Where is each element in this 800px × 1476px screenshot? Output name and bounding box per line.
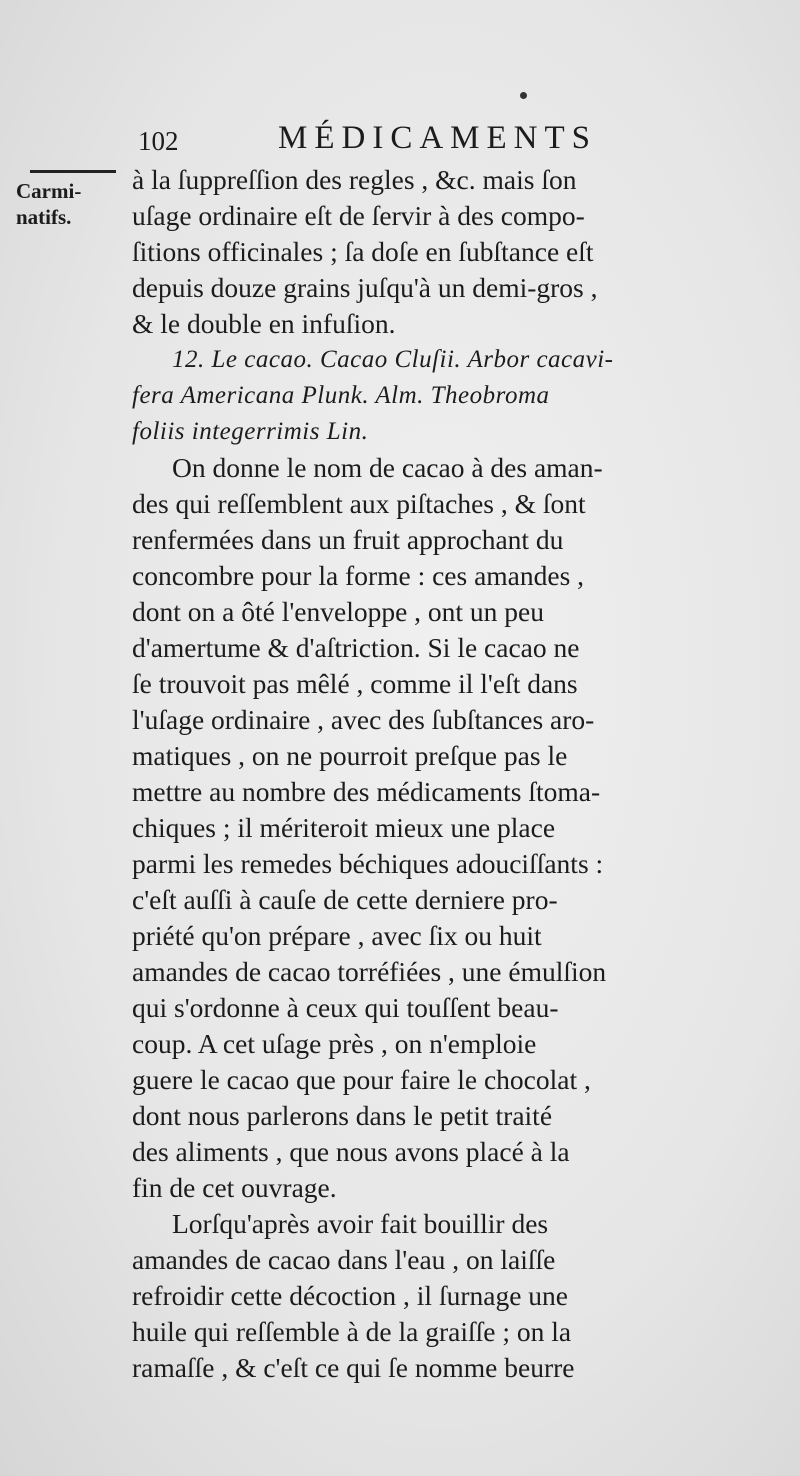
text-line: amandes de cacao torréfiées , une émulſion [132, 956, 607, 987]
text-line: coup. A cet uſage près , on n'emploie [132, 1028, 537, 1059]
text-line: fera Americana Plunk. Alm. Theobroma [132, 382, 550, 409]
page-number: 102 [138, 126, 179, 156]
text-line: ſitions officinales ; ſa doſe en ſubſtance eſt [132, 236, 594, 267]
text-line: uſage ordinaire eſt de ſervir à des compo- [132, 200, 585, 231]
text-line: ſe trouvoit pas mêlé , comme il l'eſt dans [132, 668, 578, 699]
text-line: ramaſſe , & c'eſt ce qui ſe nomme beurre [132, 1352, 575, 1383]
text-line: On donne le nom de cacao à des aman- [172, 452, 603, 483]
text-line: guere le cacao que pour faire le chocolat , [132, 1064, 591, 1095]
text-line: concombre pour la forme : ces amandes , [132, 560, 585, 591]
text-line: d'amertume & d'aſtriction. Si le cacao ne [132, 632, 580, 663]
text-line: huile qui reſſemble à de la graiſſe ; on la [132, 1316, 572, 1347]
text-line: des aliments , que nous avons placé à la [132, 1136, 570, 1167]
margin-note-line: Carmi- [16, 179, 82, 203]
text-line: qui s'ordonne à ceux qui touſſent beau- [132, 992, 559, 1023]
margin-note-line: natifs. [16, 205, 72, 229]
text-line: parmi les remedes béchiques adouciſſants : [132, 848, 604, 879]
text-line: chiques ; il mériteroit mieux une place [132, 812, 556, 843]
text-line: mettre au nombre des médicaments ſtoma- [132, 776, 601, 807]
text-line: c'eſt auſſi à cauſe de cette derniere pro- [132, 884, 558, 915]
text-line: matiques , on ne pourroit preſque pas le [132, 740, 568, 771]
running-head: MÉDICAMENTS [278, 120, 598, 156]
margin-rule [30, 170, 116, 173]
text-line: à la ſuppreſſion des regles , &c. mais ſon [132, 164, 577, 195]
text-line: priété qu'on prépare , avec ſix ou huit [132, 920, 542, 951]
page-header [128, 120, 648, 160]
text-line: refroidir cette décoction , il ſurnage une [132, 1280, 568, 1311]
text-line: Lorſqu'après avoir fait bouillir des [172, 1208, 549, 1239]
text-line: 12. Le cacao. Cacao Cluſii. Arbor cacavi- [172, 346, 614, 373]
text-line: amandes de cacao dans l'eau , on laiſſe [132, 1244, 556, 1275]
text-line: fin de cet ouvrage. [132, 1172, 337, 1203]
text-line: des qui reſſemblent aux piſtaches , & ſont [132, 488, 586, 519]
text-line: dont nous parlerons dans le petit traité [132, 1100, 553, 1131]
ink-spot [520, 92, 527, 99]
text-line: dont on a ôté l'enveloppe , ont un peu [132, 596, 545, 627]
text-line: depuis douze grains juſqu'à un demi-gros , [132, 272, 598, 303]
text-line: l'uſage ordinaire , avec des ſubſtances aro- [132, 704, 595, 735]
margin-note [16, 178, 116, 230]
body-text [132, 162, 762, 1386]
text-line: renfermées dans un fruit approchant du [132, 524, 564, 555]
text-line: & le double en infuſion. [132, 308, 396, 339]
text-line: foliis integerrimis Lin. [132, 418, 369, 445]
